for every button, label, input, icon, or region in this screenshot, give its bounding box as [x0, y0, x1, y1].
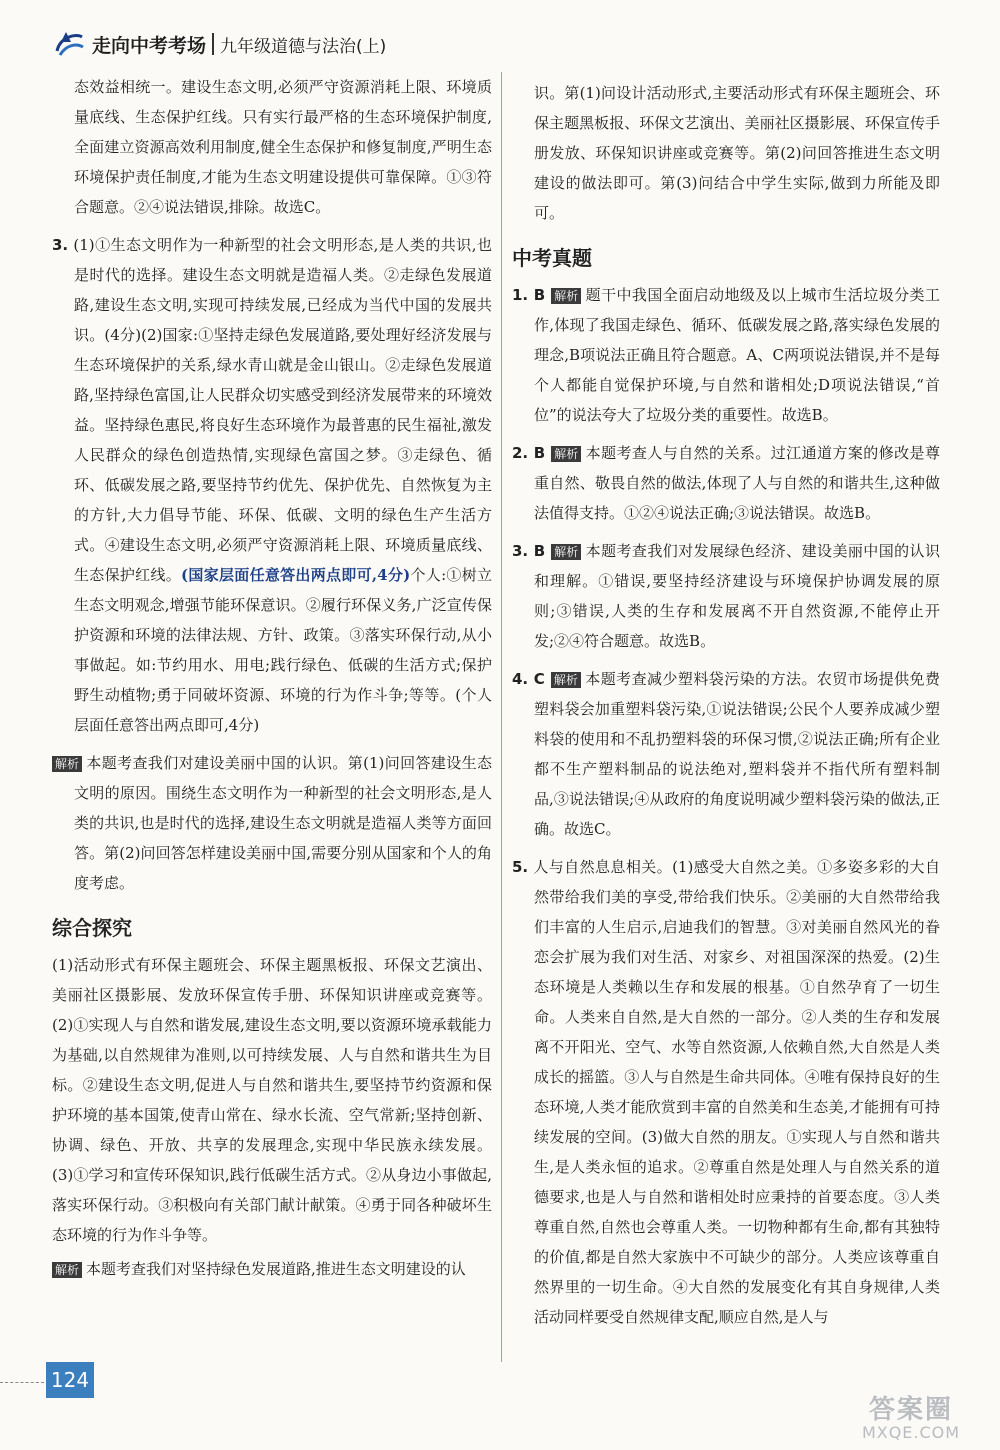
- item-text: 本题考查人与自然的关系。过江通道方案的修改是尊重自然、敬畏自然的做法,体现了人与自然的和谐共生,这种做法值得支持。①②④说法正确;③说法错误。故选B。: [534, 444, 940, 522]
- watermark-url: MXQE.COM: [861, 1423, 961, 1442]
- item-number: 5.: [512, 858, 529, 876]
- header-separator: [212, 33, 214, 55]
- book-logo-icon: [52, 27, 86, 61]
- page-header: [52, 24, 386, 64]
- explore-analysis: [52, 1254, 492, 1284]
- answer-item-2: [512, 438, 940, 528]
- analysis-tag: 解析: [551, 672, 581, 688]
- item-number: 2. B: [512, 444, 546, 462]
- item-text: 人与自然息息相关。(1)感受大自然之美。①多姿多彩的大自然带给我们美的享受,带给我们快乐。②美丽的大自然带给我们丰富的人生启示,启迪我们的智慧。③对美丽自然风光的眷恋会扩展为我们对生活、对家乡、对祖国深深的热爱。(2)生态环境是人类赖以生存和发展的根基。①自然孕育了一切生命。人类来自自然,是大自然的一部分。②人类的生存和发展离不开阳光、空气、水等自然资源,人依赖自然,大自然是人类成长的摇篮。③人与自然是生命共同体。④唯有保持良好的生态环境,人类才能欣赏到丰富的自然美和生态美,才能拥有可持续发展的空间。(3)做大自然的朋友。①实现人与自然和谐共生,是人类永恒的追求。②尊重自然是处理人与自然关系的道德要求,也是人与自然和谐相处时应秉持的首要态度。③人类尊重自然,自然也会尊重人类。一切物种都有生命,都有其独特的价值,都是自然大家族中不可缺少的部分。人类应该尊重自然界里的一切生命。④大自然的发展变化有其自身规律,人类活动同样要受自然规律支配,顺应自然,是人与: [533, 858, 940, 1326]
- item-number: 3. B: [512, 542, 546, 560]
- item-number: 1. B: [512, 286, 546, 304]
- section-title-explore: 综合探究: [52, 916, 132, 940]
- item-text: 本题考查减少塑料袋污染的方法。农贸市场提供免费塑料袋会加重塑料袋污染,①说法错误;公民个人要养成减少塑料袋的使用和不乱扔塑料袋的环保习惯,②说法正确;所有企业都不生产塑料制品的说法绝对,塑料袋并不指代所有塑料制品,③说法错误;④从政府的角度说明减少塑料袋污染的做法,正确。故选C。: [534, 670, 940, 838]
- scoring-note-national: (国家层面任意答出两点即可,4分): [181, 566, 411, 584]
- analysis-tag: 解析: [52, 756, 82, 772]
- explore-analysis-text: 本题考查我们对坚持绿色发展道路,推进生态文明建设的认: [86, 1260, 466, 1278]
- item-number: 3.: [52, 236, 69, 254]
- answer-item-1: [512, 280, 940, 430]
- exam-answer-list: [512, 280, 940, 844]
- continued-paragraph: 态效益相统一。建设生态文明,必须严守资源消耗上限、环境质量底线、生态保护红线。只有实行最严格的生态环境保护制度,全面建立资源高效利用制度,健全生态保护和修复制度,严明生态环境保护责任制度,才能为生态文明建设提供可靠保障。①③符合题意。②④说法错误,排除。故选C。: [74, 78, 492, 216]
- answer-item-4: [512, 664, 940, 844]
- left-column: [52, 72, 492, 1284]
- item-text: 题干中我国全面启动地级及以上城市生活垃圾分类工作,体现了我国走绿色、循环、低碳发展之路,落实绿色发展的理念,B项说法正确且符合题意。A、C两项说法错误,并不是每个人都能自觉保护环境,与自然和谐相处;D项说法错误,“首位”的说法夸大了垃圾分类的重要性。故选B。: [534, 286, 940, 424]
- section-title-exam: 中考真题: [512, 246, 592, 270]
- footer-dash-line: [0, 1382, 44, 1383]
- answer-item-3: [52, 230, 492, 740]
- page-number: 124: [46, 1362, 94, 1398]
- analysis-tag: 解析: [551, 446, 581, 462]
- analysis-tag: 解析: [551, 544, 581, 560]
- analysis-tag: 解析: [551, 288, 581, 304]
- continued-paragraph-right: 识。第(1)问设计活动形式,主要活动形式有环保主题班会、环保主题黑板报、环保文艺演出、美丽社区摄影展、环保宣传手册发放、环保知识讲座或竞赛等。第(2)问回答推进生态文明建设的做法即可。第(3)问结合中学生实际,做到力所能及即可。: [534, 84, 940, 222]
- item-text: 本题考查我们对发展绿色经济、建设美丽中国的认识和理解。①错误,要坚持经济建设与环境保护协调发展的原则;③错误,人类的生存和发展离不开自然资源,不能停止开发;②④符合题意。故选B。: [534, 542, 940, 650]
- analysis-paragraph-3: [52, 748, 492, 898]
- scoring-note-personal: (个人层面任意答出两点即可,4分): [74, 686, 492, 734]
- right-column: [512, 78, 940, 1340]
- analysis-text: 本题考查我们对建设美丽中国的认识。第(1)问回答建设生态文明的原因。围绕生态文明作为一种新型的社会文明形态,是人类的共识,也是时代的选择,建设生态文明就是造福人类等方面回答。第(2)问回答怎样建设美丽中国,需要分别从国家和个人的角度考虑。: [74, 754, 492, 892]
- explore-answer: (1)活动形式有环保主题班会、环保主题黑板报、环保文艺演出、美丽社区摄影展、发放环保宣传手册、环保知识讲座或竞赛等。(2)①实现人与自然和谐发展,建设生态文明,要以资源环境承载能力为基础,以自然规律为准则,以可持续发展、人与自然和谐共生为目标。②建设生态文明,促进人与自然和谐共生,要坚持节约资源和保护环境的基本国策,使青山常在、绿水长流、空气常新;坚持创新、协调、绿色、开放、共享的发展理念,实现中华民族永续发展。(3)①学习和宣传环保知识,践行低碳生活方式。②从身边小事做起,落实环保行动。③积极向有关部门献计献策。④勇于同各种破坏生态环境的行为作斗争等。: [52, 956, 492, 1244]
- watermark-logo: [836, 1396, 986, 1444]
- watermark-text: 答案圈: [868, 1395, 953, 1425]
- item-text-b: 个人:①树立生态文明观念,增强节能环保意识。②履行环保义务,广泛宣传保护资源和环境的法律法规、方针、政策。③落实环保行动,从小事做起。如:节约用水、用电;践行绿色、低碳的生活方式;保护野生动植物;勇于同破坏资源、环境的行为作斗争;等等。: [74, 566, 493, 704]
- column-divider: [501, 72, 502, 1362]
- item-text-a: (1)①生态文明作为一种新型的社会文明形态,是人类的共识,也是时代的选择。建设生态文明就是造福人类。②走绿色发展道路,建设生态文明,实现可持续发展,已经成为当代中国的发展共识。(4分)(2)国家:①坚持走绿色发展道路,要处理好经济发展与生态环境保护的关系,绿水青山就是金山银山。②走绿色发展道路,坚持绿色富国,让人民群众切实感受到经济发展带来的环境效益。坚持绿色惠民,将良好生态环境作为最普惠的民生福祉,激发人民群众的绿色创造热情,实现绿色富国之梦。③走绿色、循环、低碳发展之路,要坚持节约优先、保护优先、自然恢复为主的方针,大力倡导节能、环保、低碳、文明的绿色生产生活方式。④建设生态文明,必须严守资源消耗上限、环境质量底线、生态保护红线。: [73, 236, 492, 584]
- book-subtitle: 九年级道德与法治(上): [220, 36, 387, 57]
- answer-item-3: [512, 536, 940, 656]
- analysis-tag: 解析: [52, 1262, 82, 1278]
- brand-title: 走向中考考场: [92, 34, 207, 57]
- answer-item-5: [512, 852, 940, 1332]
- item-number: 4. C: [512, 670, 545, 688]
